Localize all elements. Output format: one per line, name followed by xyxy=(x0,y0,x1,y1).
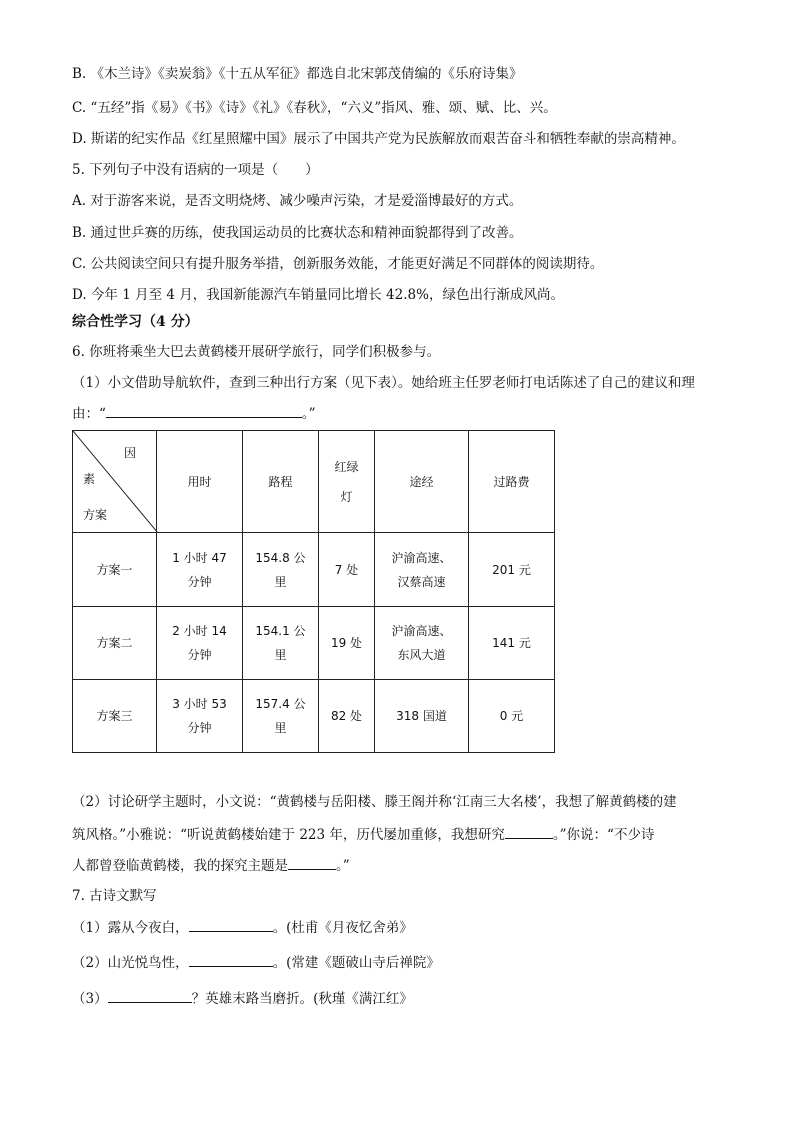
part2-line2-text-a: 筑风格。”小雅说：“听说黄鹤楼始建于 223 年，历代屡加重修，我想研究 xyxy=(72,827,505,843)
plan-route: 沪渝高速、 汉蔡高速 xyxy=(375,533,469,607)
plan-distance: 157.4 公 里 xyxy=(243,680,319,753)
table-corner-cell xyxy=(73,431,157,533)
header-distance: 路程 xyxy=(243,431,319,533)
part2-line2-text-b: 。”你说：“不少诗 xyxy=(552,827,655,843)
table-row xyxy=(73,533,555,607)
poem-blank-3[interactable] xyxy=(108,988,192,1003)
corner-label-mid: 素 xyxy=(83,472,96,486)
plan-name: 方案一 xyxy=(73,533,157,607)
header-lights-text: 红绿灯 xyxy=(334,459,359,504)
reason-suffix: 。” xyxy=(301,406,316,422)
poem-line-3 xyxy=(72,988,413,1009)
question-5-stem: 5. 下列句子中没有语病的一项是（ ） xyxy=(72,162,319,178)
plan-route: 沪渝高速、 东风大道 xyxy=(375,607,469,680)
part2-line3-text-b: 。” xyxy=(336,858,350,874)
table-row xyxy=(73,607,555,680)
header-lights xyxy=(319,431,375,533)
header-time: 用时 xyxy=(157,431,243,533)
plan-time: 2 小时 14 分钟 xyxy=(157,607,243,680)
option-5b: B. 通过世乒赛的历练，使我国运动员的比赛状态和精神面貌都得到了改善。 xyxy=(72,225,523,241)
question-6-part2-line1: （2）讨论研学主题时，小文说：“黄鹤楼与岳阳楼、滕王阁并称‘江南三大名楼’，我想了解黄鹤楼的建 xyxy=(72,794,677,810)
plan-lights: 7 处 xyxy=(319,533,375,607)
question-6-stem: 6. 你班将乘坐大巴去黄鹤楼开展研学旅行，同学们积极参与。 xyxy=(72,344,441,360)
plan-name: 方案二 xyxy=(73,607,157,680)
option-4d: D. 斯诺的纪实作品《红星照耀中国》展示了中国共产党为民族解放而艰苦奋斗和牺牲奉献的崇高精神。 xyxy=(72,131,685,147)
header-route: 途经 xyxy=(375,431,469,533)
reason-prefix: 由：“ xyxy=(72,406,106,422)
header-toll: 过路费 xyxy=(469,431,555,533)
question-6-part1-line2 xyxy=(72,403,316,424)
corner-label-bottom: 方案 xyxy=(83,508,108,522)
question-6-part2-line2 xyxy=(72,824,654,845)
poem-line-2 xyxy=(72,952,440,973)
poem-line-1-source: 。(杜甫《月夜忆舍弟》 xyxy=(272,920,413,936)
plan-toll: 0 元 xyxy=(469,680,555,753)
plan-lights: 19 处 xyxy=(319,607,375,680)
plan-name: 方案三 xyxy=(73,680,157,753)
plan-lights: 82 处 xyxy=(319,680,375,753)
poem-line-3-source: ？英雄末路当磨折。(秋瑾《满江红》 xyxy=(191,991,413,1007)
poem-line-1 xyxy=(72,917,413,938)
part2-line3-text-a: 人都曾登临黄鹤楼，我的探究主题是 xyxy=(72,858,288,874)
section-title: 综合性学习（4 分） xyxy=(72,314,199,330)
reason-answer-blank[interactable] xyxy=(106,403,302,418)
plan-distance: 154.8 公 里 xyxy=(243,533,319,607)
plan-time: 1 小时 47 分钟 xyxy=(157,533,243,607)
poem-blank-2[interactable] xyxy=(189,952,273,967)
option-4c: C. “五经”指《易》《书》《诗》《礼》《春秋》，“六义”指风、雅、颂、赋、比、兴。 xyxy=(72,100,557,116)
plan-toll: 141 元 xyxy=(469,607,555,680)
explore-topic-blank[interactable] xyxy=(288,855,336,870)
plan-route: 318 国道 xyxy=(375,680,469,753)
poem-line-2-prefix: （2）山光悦鸟性， xyxy=(72,955,189,971)
option-5a: A. 对于游客来说，是否文明烧烤、减少噪声污染，才是爱淄博最好的方式。 xyxy=(72,193,523,209)
option-4b: B. 《木兰诗》《卖炭翁》《十五从军征》都选自北宋郭茂倩编的《乐府诗集》 xyxy=(72,66,523,82)
option-5d: D. 今年 1 月至 4 月，我国新能源汽车销量同比增长 42.8%，绿色出行渐成风尚。 xyxy=(72,287,564,303)
travel-plan-table xyxy=(72,430,555,753)
research-topic-blank[interactable] xyxy=(505,824,553,839)
poem-line-2-source: 。(常建《题破山寺后禅院》 xyxy=(272,955,440,971)
plan-distance: 154.1 公 里 xyxy=(243,607,319,680)
option-5c: C. 公共阅读空间只有提升服务举措，创新服务效能，才能更好满足不同群体的阅读期待。 xyxy=(72,256,604,272)
plan-time: 3 小时 53 分钟 xyxy=(157,680,243,753)
poem-blank-1[interactable] xyxy=(189,917,273,932)
plan-toll: 201 元 xyxy=(469,533,555,607)
poem-line-1-prefix: （1）露从今夜白， xyxy=(72,920,189,936)
question-6-part2-line3 xyxy=(72,855,350,876)
poem-line-3-prefix: （3） xyxy=(72,991,108,1007)
corner-label-top: 因 xyxy=(123,446,136,460)
question-6-part1-line1: （1）小文借助导航软件，查到三种出行方案（见下表）。她给班主任罗老师打电话陈述了自己的建议和理 xyxy=(72,375,695,391)
question-7-stem: 7. 古诗文默写 xyxy=(72,888,157,904)
table-row xyxy=(73,680,555,753)
